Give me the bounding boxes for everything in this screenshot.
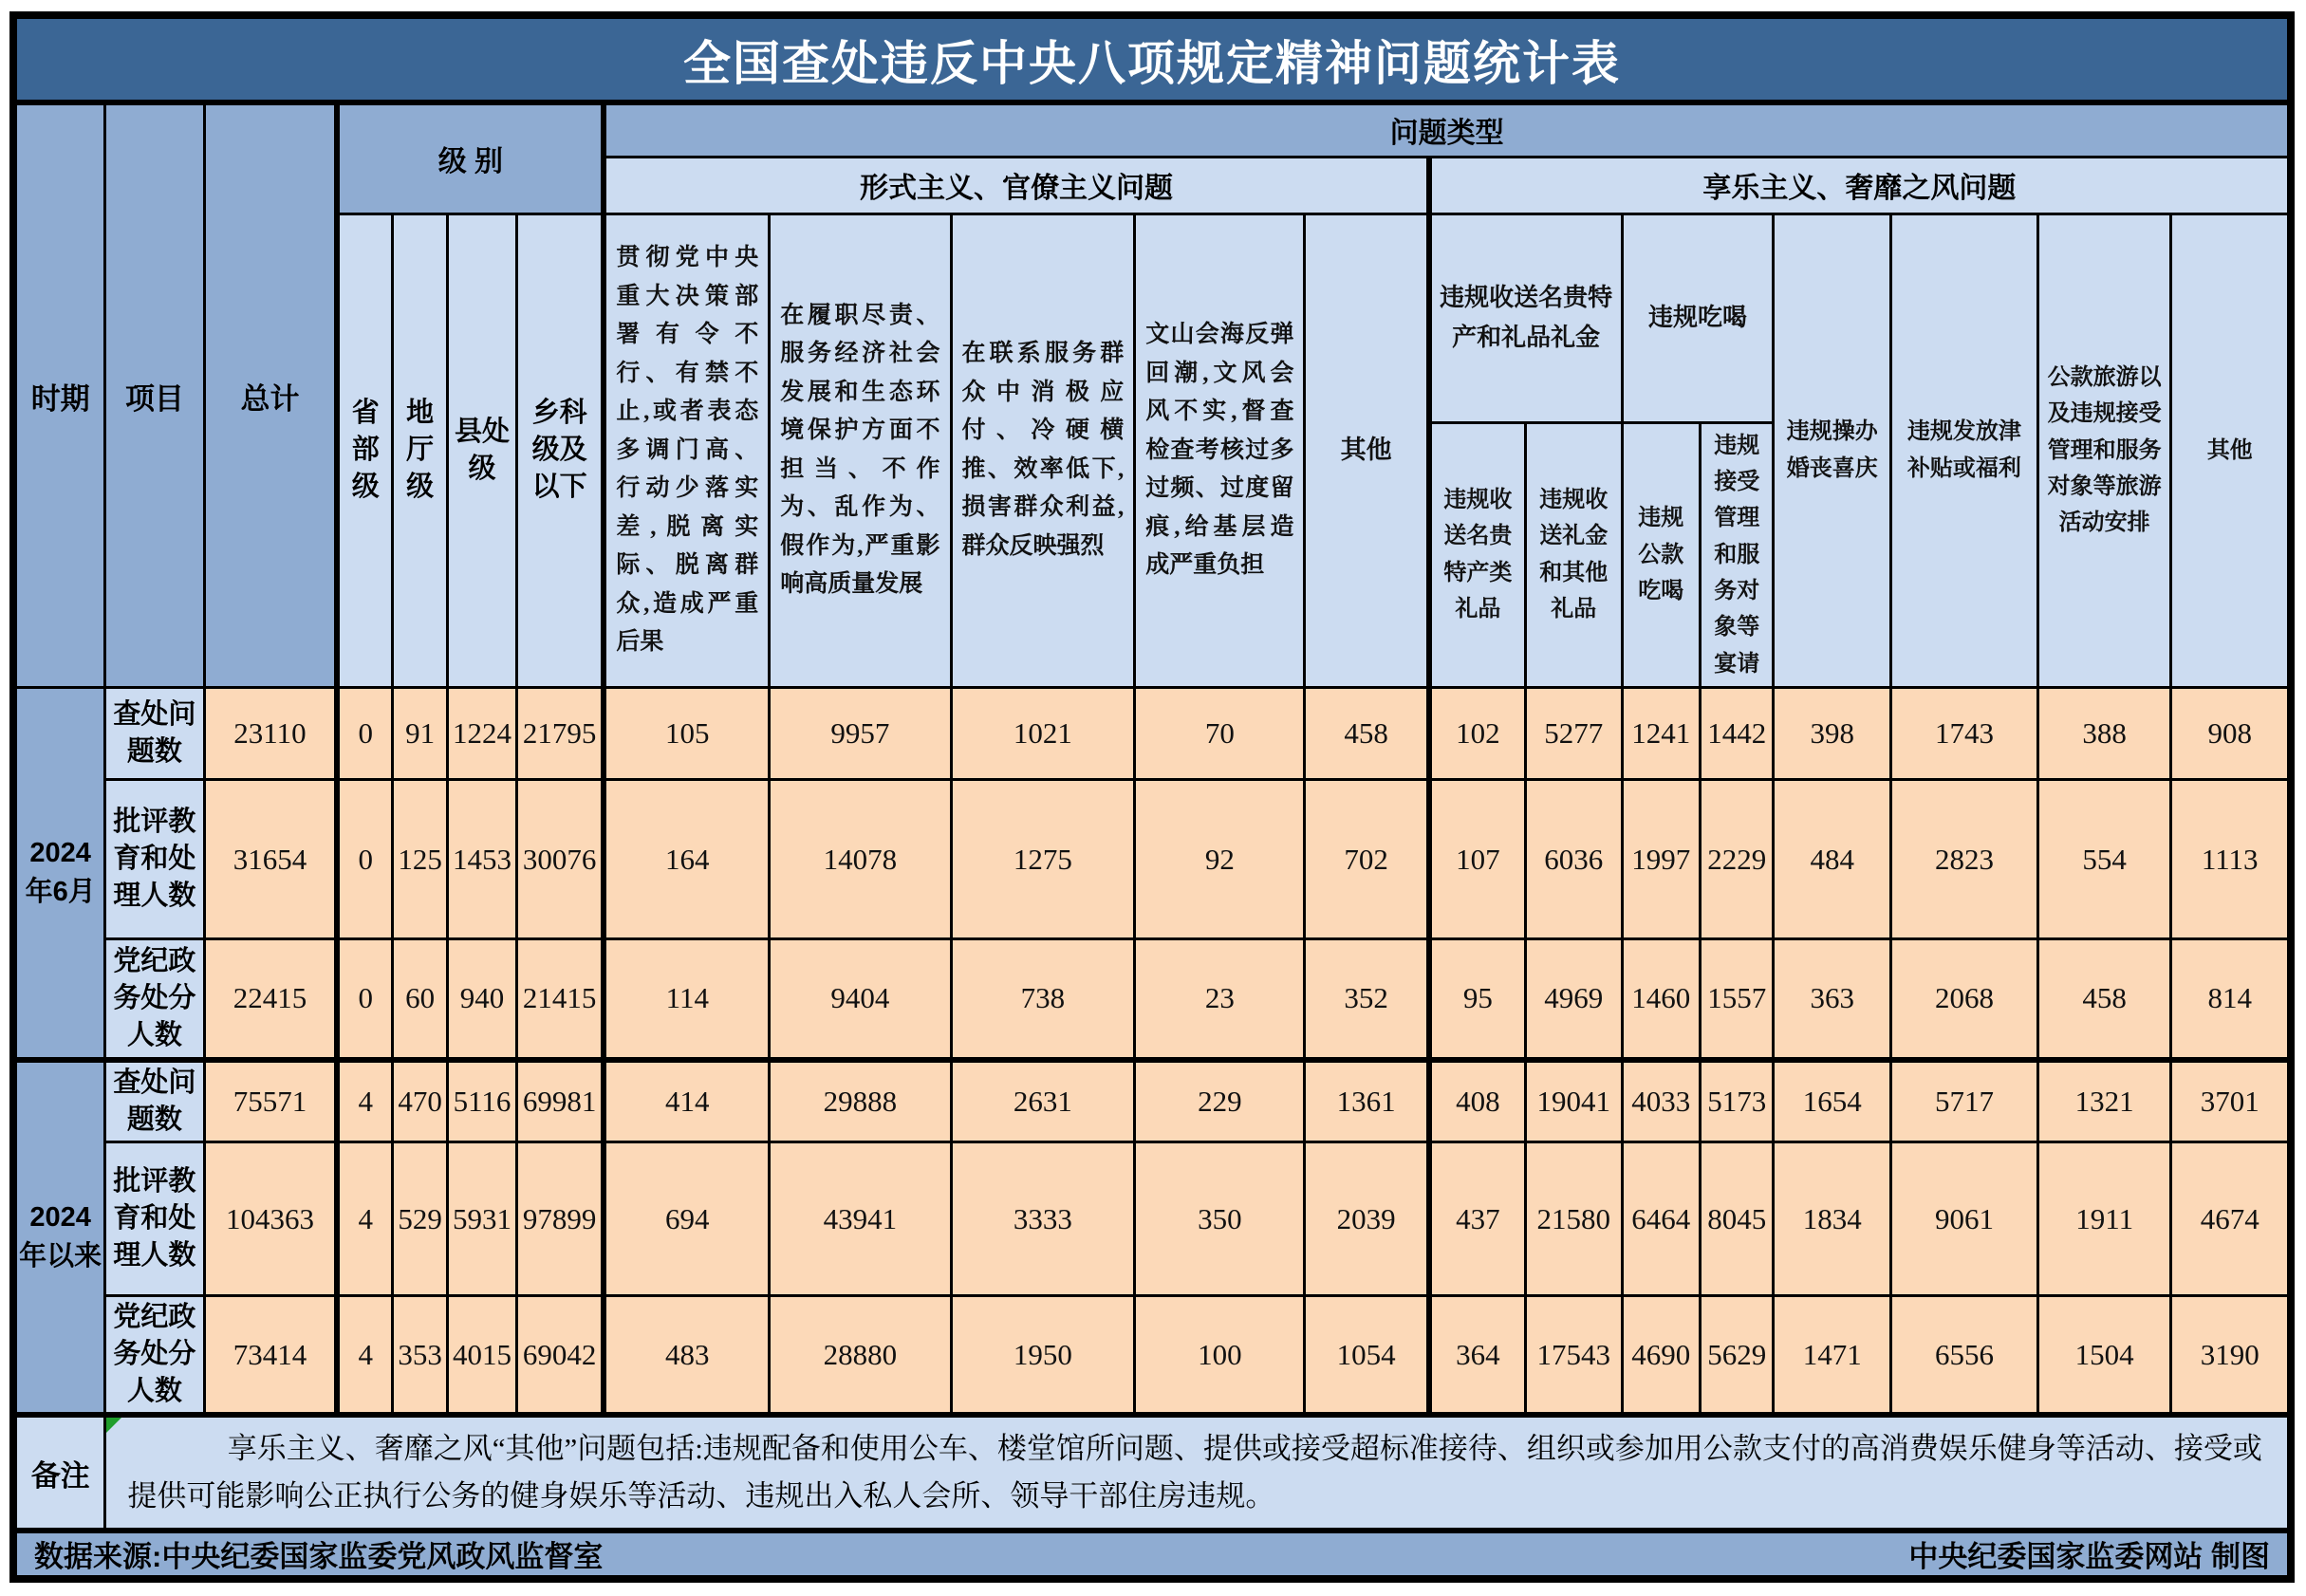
data-cell: 0 <box>337 780 392 939</box>
data-cell: 23 <box>1135 939 1305 1060</box>
data-cell: 0 <box>337 939 392 1060</box>
col-header-gifts-cash: 违规收送礼金和其他礼品 <box>1525 422 1622 688</box>
data-cell: 3701 <box>2171 1060 2291 1142</box>
data-cell: 1442 <box>1700 688 1773 780</box>
period-label: 2024年6月 <box>13 688 105 1060</box>
data-cell: 229 <box>1135 1060 1305 1142</box>
data-cell: 4690 <box>1622 1296 1700 1416</box>
data-cell: 388 <box>2037 688 2170 780</box>
data-cell: 125 <box>393 780 448 939</box>
col-header-formalism-2: 在履职尽责、服务经济社会发展和生态环境保护方面不担当、不作为、乱作为、假作为,严重影响高质量发展 <box>770 213 951 688</box>
col-header-item: 项目 <box>105 102 204 688</box>
data-cell: 17543 <box>1525 1296 1622 1416</box>
data-cell: 4674 <box>2171 1142 2291 1296</box>
col-group-hedonism: 享乐主义、奢靡之风问题 <box>1429 157 2291 213</box>
data-cell: 100 <box>1135 1296 1305 1416</box>
data-cell: 1834 <box>1774 1142 1891 1296</box>
data-cell: 458 <box>1305 688 1429 780</box>
footer-bar <box>13 1531 2291 1579</box>
col-header-period: 时期 <box>13 102 105 688</box>
data-cell: 2039 <box>1305 1142 1429 1296</box>
data-cell: 9061 <box>1890 1142 2037 1296</box>
col-header-dining-public-funds: 违规公款吃喝 <box>1622 422 1700 688</box>
data-cell: 364 <box>1429 1296 1526 1416</box>
data-cell: 8045 <box>1700 1142 1773 1296</box>
data-cell: 5629 <box>1700 1296 1773 1416</box>
data-cell: 738 <box>951 939 1135 1060</box>
data-cell: 352 <box>1305 939 1429 1060</box>
row-label: 查处问题数 <box>105 688 204 780</box>
data-cell: 529 <box>393 1142 448 1296</box>
data-cell: 1654 <box>1774 1060 1891 1142</box>
col-group-problem-type: 问题类型 <box>604 102 2291 157</box>
col-header-gifts-specialty: 违规收送名贵特产类礼品 <box>1429 422 1526 688</box>
col-group-level: 级 别 <box>337 102 604 213</box>
data-cell: 353 <box>393 1296 448 1416</box>
data-cell: 75571 <box>204 1060 337 1142</box>
data-cell: 814 <box>2171 939 2291 1060</box>
data-cell: 5116 <box>448 1060 517 1142</box>
data-cell: 437 <box>1429 1142 1526 1296</box>
col-header-public-travel: 公款旅游以及违规接受管理和服务对象等旅游活动安排 <box>2037 213 2170 688</box>
data-cell: 22415 <box>204 939 337 1060</box>
data-source-label: 数据来源:中央纪委国家监委党风政风监督室 <box>34 1540 604 1574</box>
period-label: 2024年以来 <box>13 1060 105 1416</box>
data-cell: 5173 <box>1700 1060 1773 1142</box>
data-cell: 350 <box>1135 1142 1305 1296</box>
data-cell: 1321 <box>2037 1060 2170 1142</box>
note-cell <box>105 1415 2291 1530</box>
col-header-formalism-other: 其他 <box>1305 213 1429 688</box>
col-header-formalism-3: 在联系服务群众中消极应付、冷硬横推、效率低下,损害群众利益,群众反映强烈 <box>951 213 1135 688</box>
data-cell: 470 <box>393 1060 448 1142</box>
data-cell: 4015 <box>448 1296 517 1416</box>
data-cell: 702 <box>1305 780 1429 939</box>
data-cell: 2823 <box>1890 780 2037 939</box>
data-cell: 21795 <box>516 688 604 780</box>
data-cell: 105 <box>604 688 769 780</box>
data-cell: 30076 <box>516 780 604 939</box>
data-cell: 60 <box>393 939 448 1060</box>
cell-corner-marker-icon <box>106 1418 121 1433</box>
page-title: 全国查处违反中央八项规定精神问题统计表 <box>13 15 2291 102</box>
col-header-level-township: 乡科级及以下 <box>516 213 604 688</box>
data-cell: 5931 <box>448 1142 517 1296</box>
data-cell: 1021 <box>951 688 1135 780</box>
data-cell: 69042 <box>516 1296 604 1416</box>
data-cell: 4033 <box>1622 1060 1700 1142</box>
data-cell: 91 <box>393 688 448 780</box>
data-cell: 694 <box>604 1142 769 1296</box>
data-cell: 92 <box>1135 780 1305 939</box>
row-label: 查处问题数 <box>105 1060 204 1142</box>
data-cell: 1743 <box>1890 688 2037 780</box>
data-cell: 940 <box>448 939 517 1060</box>
row-label: 批评教育和处理人数 <box>105 780 204 939</box>
statistics-table <box>9 11 2295 1583</box>
data-cell: 19041 <box>1525 1060 1622 1142</box>
data-cell: 164 <box>604 780 769 939</box>
data-cell: 3333 <box>951 1142 1135 1296</box>
col-group-gifts: 违规收送名贵特产和礼品礼金 <box>1429 213 1622 422</box>
col-header-dining-banquets: 违规接受管理和服务对象等宴请 <box>1700 422 1773 688</box>
data-cell: 1361 <box>1305 1060 1429 1142</box>
data-cell: 5717 <box>1890 1060 2037 1142</box>
col-header-level-county: 县处级 <box>448 213 517 688</box>
data-cell: 908 <box>2171 688 2291 780</box>
data-cell: 14078 <box>770 780 951 939</box>
data-cell: 104363 <box>204 1142 337 1296</box>
data-cell: 6036 <box>1525 780 1622 939</box>
data-cell: 3190 <box>2171 1296 2291 1416</box>
data-cell: 458 <box>2037 939 2170 1060</box>
data-cell: 9404 <box>770 939 951 1060</box>
data-cell: 43941 <box>770 1142 951 1296</box>
data-cell: 70 <box>1135 688 1305 780</box>
credit-label: 中央纪委国家监委网站 制图 <box>1908 1540 2270 1574</box>
data-cell: 363 <box>1774 939 1891 1060</box>
data-cell: 1557 <box>1700 939 1773 1060</box>
data-cell: 6464 <box>1622 1142 1700 1296</box>
data-cell: 69981 <box>516 1060 604 1142</box>
data-cell: 95 <box>1429 939 1526 1060</box>
col-header-weddings-funerals: 违规操办婚丧喜庆 <box>1774 213 1891 688</box>
note-text: 享乐主义、奢靡之风“其他”问题包括:违规配备和使用公车、楼堂馆所问题、提供或接受超标准接待、组织或参加用公款支付的高消费娱乐健身等活动、接受或提供可能影响公正执行公务的健身娱乐等活动、违规出入私人会所、领导干部住房违规。 <box>127 1432 2262 1513</box>
data-cell: 4969 <box>1525 939 1622 1060</box>
data-cell: 73414 <box>204 1296 337 1416</box>
data-cell: 1471 <box>1774 1296 1891 1416</box>
data-cell: 4 <box>337 1296 392 1416</box>
col-header-formalism-4: 文山会海反弹回潮,文风会风不实,督查检查考核过多过频、过度留痕,给基层造成严重负担 <box>1135 213 1305 688</box>
col-header-level-province: 省部级 <box>337 213 392 688</box>
data-cell: 1241 <box>1622 688 1700 780</box>
data-cell: 484 <box>1774 780 1891 939</box>
data-cell: 1911 <box>2037 1142 2170 1296</box>
col-header-hedonism-other: 其他 <box>2171 213 2291 688</box>
data-cell: 1997 <box>1622 780 1700 939</box>
data-cell: 483 <box>604 1296 769 1416</box>
data-cell: 1224 <box>448 688 517 780</box>
col-group-formalism: 形式主义、官僚主义问题 <box>604 157 1428 213</box>
data-cell: 2229 <box>1700 780 1773 939</box>
data-cell: 414 <box>604 1060 769 1142</box>
col-header-allowances: 违规发放津补贴或福利 <box>1890 213 2037 688</box>
row-label: 党纪政务处分人数 <box>105 1296 204 1416</box>
data-cell: 408 <box>1429 1060 1526 1142</box>
row-label: 党纪政务处分人数 <box>105 939 204 1060</box>
data-cell: 4 <box>337 1142 392 1296</box>
data-cell: 2068 <box>1890 939 2037 1060</box>
data-cell: 102 <box>1429 688 1526 780</box>
data-cell: 1054 <box>1305 1296 1429 1416</box>
data-cell: 107 <box>1429 780 1526 939</box>
data-cell: 1453 <box>448 780 517 939</box>
data-cell: 6556 <box>1890 1296 2037 1416</box>
data-cell: 398 <box>1774 688 1891 780</box>
row-label: 批评教育和处理人数 <box>105 1142 204 1296</box>
data-cell: 5277 <box>1525 688 1622 780</box>
data-cell: 0 <box>337 688 392 780</box>
data-cell: 114 <box>604 939 769 1060</box>
data-cell: 2631 <box>951 1060 1135 1142</box>
data-cell: 1275 <box>951 780 1135 939</box>
data-cell: 9957 <box>770 688 951 780</box>
data-cell: 1504 <box>2037 1296 2170 1416</box>
col-group-dining: 违规吃喝 <box>1622 213 1774 422</box>
data-cell: 4 <box>337 1060 392 1142</box>
data-cell: 31654 <box>204 780 337 939</box>
data-cell: 1950 <box>951 1296 1135 1416</box>
data-cell: 21415 <box>516 939 604 1060</box>
data-cell: 28880 <box>770 1296 951 1416</box>
data-cell: 21580 <box>1525 1142 1622 1296</box>
data-cell: 23110 <box>204 688 337 780</box>
col-header-level-prefecture: 地厅级 <box>393 213 448 688</box>
data-cell: 554 <box>2037 780 2170 939</box>
note-label: 备注 <box>13 1415 105 1530</box>
data-cell: 1460 <box>1622 939 1700 1060</box>
col-header-total: 总计 <box>204 102 337 688</box>
data-cell: 1113 <box>2171 780 2291 939</box>
data-cell: 29888 <box>770 1060 951 1142</box>
data-cell: 97899 <box>516 1142 604 1296</box>
col-header-formalism-1: 贯彻党中央重大决策部署有令不行、有禁不止,或者表态多调门高、行动少落实差,脱离实际、脱离群众,造成严重后果 <box>604 213 769 688</box>
